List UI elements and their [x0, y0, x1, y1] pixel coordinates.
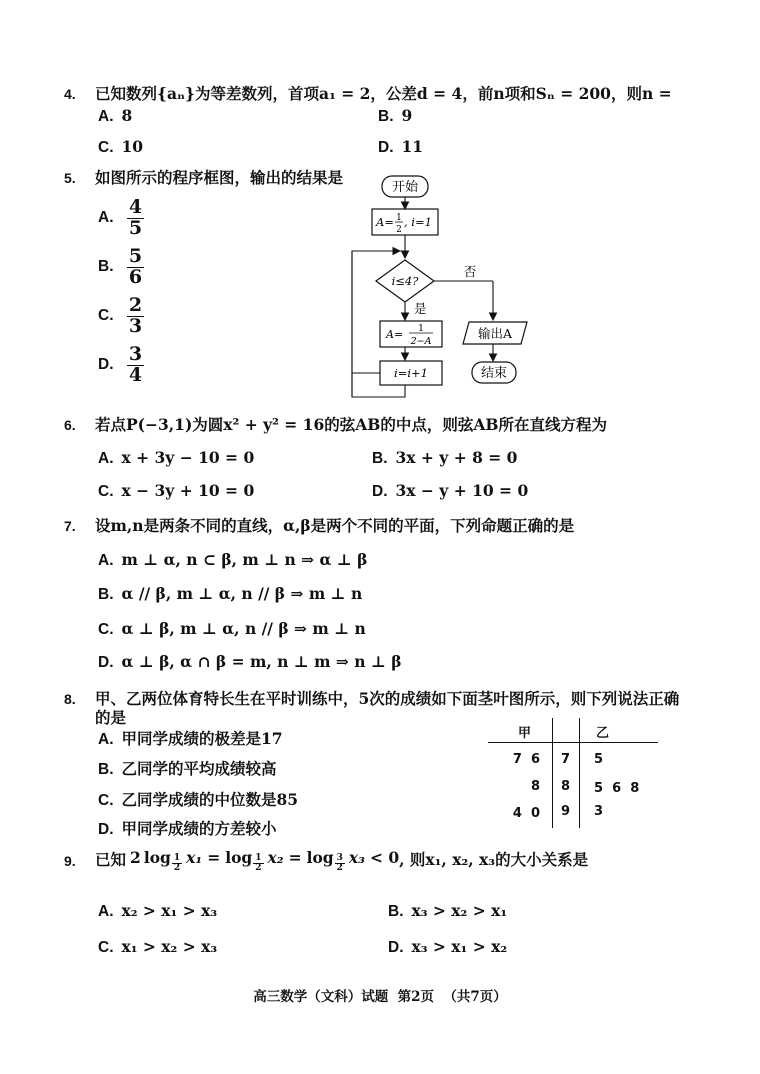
q8-option-d: D. 甲同学成绩的方差较小: [98, 819, 277, 838]
q6-option-d: D. 3x − y + 10 = 0: [372, 481, 529, 500]
question-8-number: 8.: [64, 691, 76, 707]
question-4-stem: 已知数列{aₙ}为等差数列，首项a₁ = 2，公差d = 4，前n项和Sₙ = 200，则n =: [95, 84, 672, 103]
flow-yes-label: 是: [414, 301, 427, 316]
q9-base-1: $\frac{1}{2}$: [173, 853, 181, 874]
flow-end-label: 结束: [480, 366, 508, 381]
flow-increment-label: i=i+1: [394, 366, 428, 380]
q7-option-b: B. α // β, m ⊥ α, n // β ⇒ m ⊥ n: [98, 584, 363, 603]
q6-option-b: B. 3x + y + 8 = 0: [372, 448, 518, 467]
q9-x2: x₂: [267, 848, 284, 867]
q9-base-3: $\frac{3}{2}$: [336, 853, 343, 874]
stem-leaf-header-right: 乙: [596, 726, 610, 741]
stem-leaf-row-2-stem: 8: [561, 779, 571, 794]
flow-assign-den: 2−A: [410, 336, 432, 347]
question-7-number: 7.: [64, 518, 76, 534]
question-5-stem: 如图所示的程序框图，输出的结果是: [95, 168, 344, 187]
flow-init-frac-den: 2: [396, 225, 402, 235]
stem-leaf-header-rule: [488, 742, 658, 743]
page-footer: 高三数学（文科）试题 第2页 （共7页）: [253, 989, 507, 1005]
q9-log-3: log: [306, 848, 334, 867]
question-6-number: 6.: [64, 417, 76, 433]
q6-option-c: C. x − 3y + 10 = 0: [98, 481, 255, 500]
question-6-stem: 若点P(−3,1)为圆x² + y² = 16的弦AB的中点，则弦AB所在直线方程为: [95, 415, 607, 434]
q5-option-c: C. $\frac{2}{3}$: [98, 294, 143, 337]
q4-option-c: C. 10: [98, 137, 144, 156]
question-7-stem: 设m,n是两条不同的直线，α,β是两个不同的平面，下列命题正确的是: [95, 516, 575, 535]
q9-x3: x₃: [348, 848, 365, 867]
q9-option-b: B. x₃ > x₂ > x₁: [388, 901, 508, 920]
flow-init-frac-num: 1: [396, 213, 402, 223]
flow-start-label: 开始: [391, 180, 419, 195]
q9-option-c: C. x₁ > x₂ > x₃: [98, 937, 218, 956]
question-8-stem-line-2: 的是: [95, 708, 127, 727]
flow-init-a: A=: [376, 215, 394, 229]
q5-option-d: D. $\frac{3}{4}$: [98, 343, 143, 386]
stem-leaf-row-1-stem: 7: [561, 752, 571, 767]
stem-leaf-row-3-left: 4 0: [512, 806, 540, 821]
stem-leaf-right-rule: [579, 718, 580, 828]
q9-log-1: log: [143, 848, 171, 867]
q8-option-c: C. 乙同学成绩的中位数是85: [98, 790, 299, 809]
stem-leaf-left-rule: [552, 718, 553, 828]
question-5-number: 5.: [64, 170, 76, 186]
stem-leaf-row-3-stem: 9: [561, 804, 571, 819]
q7-option-a: A. m ⊥ α, n ⊂ β, m ⊥ n ⇒ α ⊥ β: [98, 550, 368, 569]
question-4-number: 4.: [64, 86, 76, 102]
q9-stem-suffix: , 则x₁, x₂, x₃的大小关系是: [399, 850, 589, 869]
q8-option-a: A. 甲同学成绩的极差是17: [98, 729, 283, 748]
stem-leaf-row-3-right: 3: [594, 804, 604, 819]
q5-option-a: A. $\frac{4}{5}$: [98, 196, 143, 239]
q8-option-b: B. 乙同学的平均成绩较高: [98, 759, 277, 778]
q4-option-d: D. 11: [378, 137, 424, 156]
q9-stem-prefix: 已知: [95, 850, 127, 869]
stem-leaf-row-2-left: 8: [530, 779, 540, 794]
stem-leaf-row-2-right: 5 6 8: [594, 781, 640, 796]
q9-eq-2: =: [288, 848, 302, 867]
stem-leaf-row-1-left: 7 6: [512, 752, 540, 767]
flow-assign-a: A=: [386, 328, 404, 341]
q7-option-c: C. α ⊥ β, m ⊥ α, n // β ⇒ m ⊥ n: [98, 619, 366, 638]
q4-option-a: A. 8: [98, 106, 133, 125]
flow-no-label: 否: [463, 264, 477, 279]
stem-leaf-row-1-right: 5: [594, 752, 604, 767]
q9-x1: x₁: [186, 848, 203, 867]
q9-lt0: < 0: [369, 848, 400, 867]
flow-output-label: 输出A: [477, 326, 513, 341]
q9-coef: 2: [130, 848, 141, 867]
flow-assign-num: 1: [417, 323, 425, 334]
flow-condition-label: i≤4?: [391, 274, 419, 288]
question-9-stem: [95, 848, 588, 874]
q6-option-a: A. x + 3y − 10 = 0: [98, 448, 255, 467]
q9-option-d: D. x₃ > x₁ > x₂: [388, 937, 508, 956]
q9-base-2: $\frac{1}{2}$: [255, 853, 262, 874]
question-9-number: 9.: [64, 853, 76, 869]
q9-eq-1: =: [207, 848, 221, 867]
q7-option-d: D. α ⊥ β, α ∩ β = m, n ⊥ m ⇒ n ⊥ β: [98, 652, 402, 671]
question-8-stem-line-1: 甲、乙两位体育特长生在平时训练中，5次的成绩如下面茎叶图所示，则下列说法正确: [95, 689, 680, 708]
flow-init-i: , i=1: [404, 215, 432, 229]
stem-leaf-plot: [488, 718, 658, 828]
q9-log-2: log: [225, 848, 253, 867]
q5-option-b: B. $\frac{5}{6}$: [98, 245, 143, 288]
q9-option-a: A. x₂ > x₁ > x₃: [98, 901, 218, 920]
q4-option-b: B. 9: [378, 106, 413, 125]
stem-leaf-header-left: 甲: [518, 726, 532, 741]
